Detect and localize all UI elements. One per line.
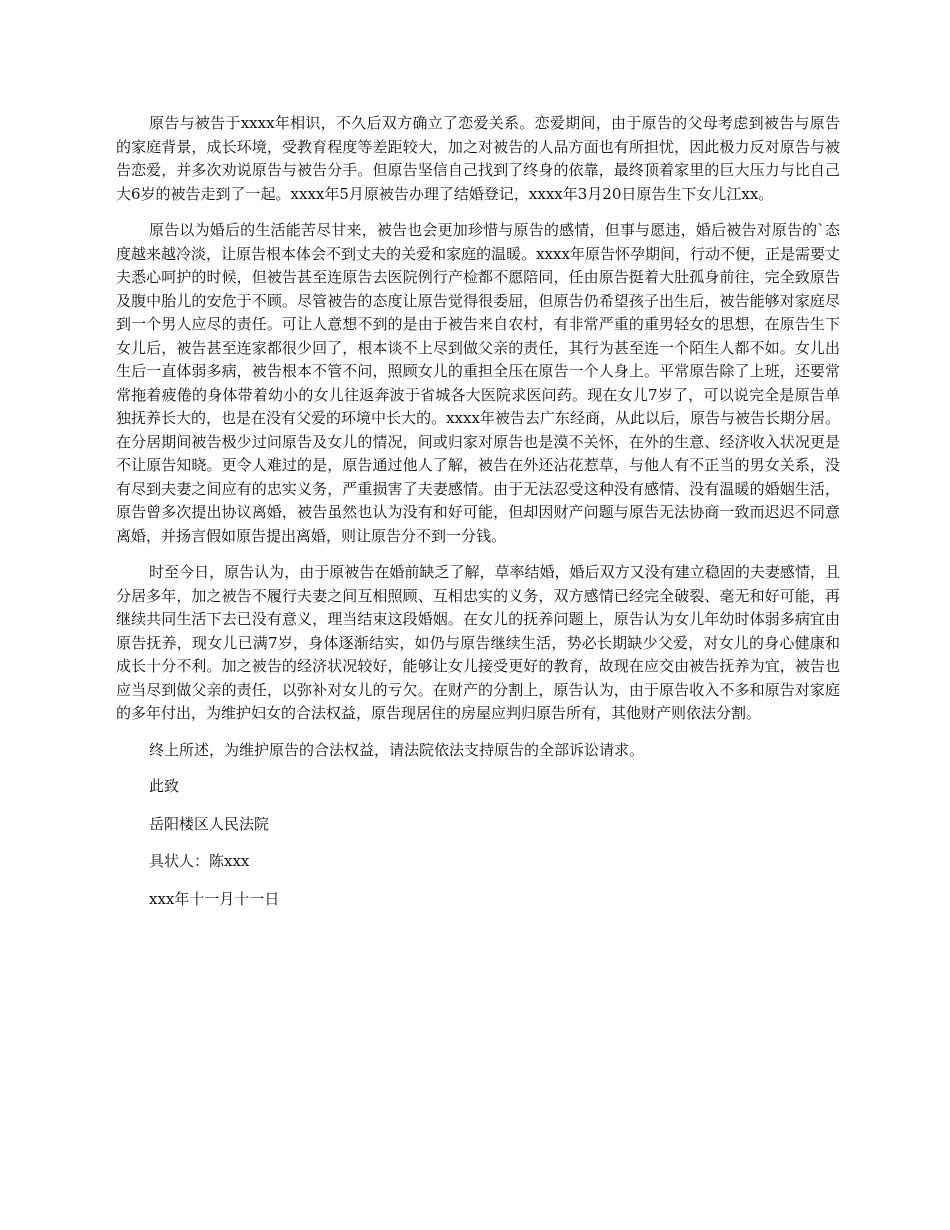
document-page — [116, 112, 840, 925]
court-name: 岳阳楼区人民法院 — [149, 814, 270, 833]
paragraph-marriage: 原告以为婚后的生活能苦尽甘来，被告也会更加珍惜与原告的感情，但事与愿违，婚后被告对原告的`态度越来越冷淡，让原告根本体会不到丈夫的关爱和家庭的温暖。xxxx年原告怀孕期间，行动不便，正是需要丈夫悉心呵护的时候，但被告甚至连原告去医院例行产检都不愿陪同，任由原告挺着大肚孤身前往，完全致原告及腹中胎儿的安危于不顾。尽管被告的态度让原告觉得很委屈，但原告仍希望孩子出生后，被告能够对家庭尽到一个男人应尽的责任。可让人意想不到的是由于被告来自农村，有非常严重的重男轻女的思想，在原告生下女儿后，被告甚至连家都很少回了，根本谈不上尽到做父亲的责任，其行为甚至连一个陌生人都不如。女儿出生后一直体弱多病，被告根本不管不问，照顾女儿的重担全压在原告一个人身上。平常原告除了上班，还要常常拖着疲倦的身体带着幼小的女儿往返奔波于省城各大医院求医问药。现在女儿7岁了，可以说完全是原告单独抚养长大的，也是在没有父爱的环境中长大的。xxxx年被告去广东经商，从此以后，原告与被告长期分居。在分居期间被告极少过问原告及女儿的情况，间或归家对原告也是漠不关怀，在外的生意、经济收入状况更是不让原告知晓。更令人难过的是，原告通过他人了解，被告在外还沾花惹草，与他人有不正当的男女关系，没有尽到夫妻之间应有的忠实义务，严重损害了夫妻感情。由于无法忍受这种没有感情、没有温暖的婚姻生活，原告曾多次提出协议离婚，被告虽然也认为没有和好可能，但却因财产问题与原告无法协商一致而迟迟不同意离婚，并扬言假如原告提出离婚，则让原告分不到一分钱。 — [116, 221, 840, 545]
paragraph-conclusion: 终上所述，为维护原告的合法权益，请法院依法支持原告的全部诉讼请求。 — [149, 740, 645, 759]
paragraph-background: 原告与被告于xxxx年相识，不久后双方确立了恋爱关系。恋爱期间，由于原告的父母考虑到被告与原告的家庭背景，成长环境，受教育程度等差距较大，加之对被告的人品方面也有所担忧，因此极力反对原告与被告恋爱，并多次劝说原告与被告分手。但原告坚信自己找到了终身的依靠，最终顶着家里的巨大压力与比自己大6岁的被告走到了一起。xxxx年5月原被告办理了结婚登记，xxxx年3月20日原告生下女儿江xx。 — [116, 114, 840, 203]
paragraph-grounds: 时至今日，原告认为，由于原被告在婚前缺乏了解，草率结婚，婚后双方又没有建立稳固的夫妻感情，且分居多年，加之被告不履行夫妻之间互相照顾、互相忠实的义务，双方感情已经完全破裂、毫无和好可能，再继续共同生活下去已没有意义，理当结束这段婚姻。在女儿的抚养问题上，原告认为女儿年幼时体弱多病宜由原告抚养，现女儿已满7岁，身体逐渐结实，如仍与原告继续生活，势必长期缺少父爱，对女儿的身心健康和成长十分不利。加之被告的经济状况较好，能够让女儿接受更好的教育，故现在应交由被告抚养为宜，被告也应当尽到做父亲的责任，以弥补对女儿的亏欠。在财产的分割上，原告认为，由于原告收入不多和原告对家庭的多年付出，为维护妇女的合法权益，原告现居住的房屋应判归原告所有，其他财产则依法分割。 — [116, 563, 840, 722]
plaintiff-signature: 具状人：陈xxx — [149, 852, 250, 870]
document-date: xxx年十一月十一日 — [149, 889, 280, 908]
salutation: 此致 — [149, 777, 180, 795]
